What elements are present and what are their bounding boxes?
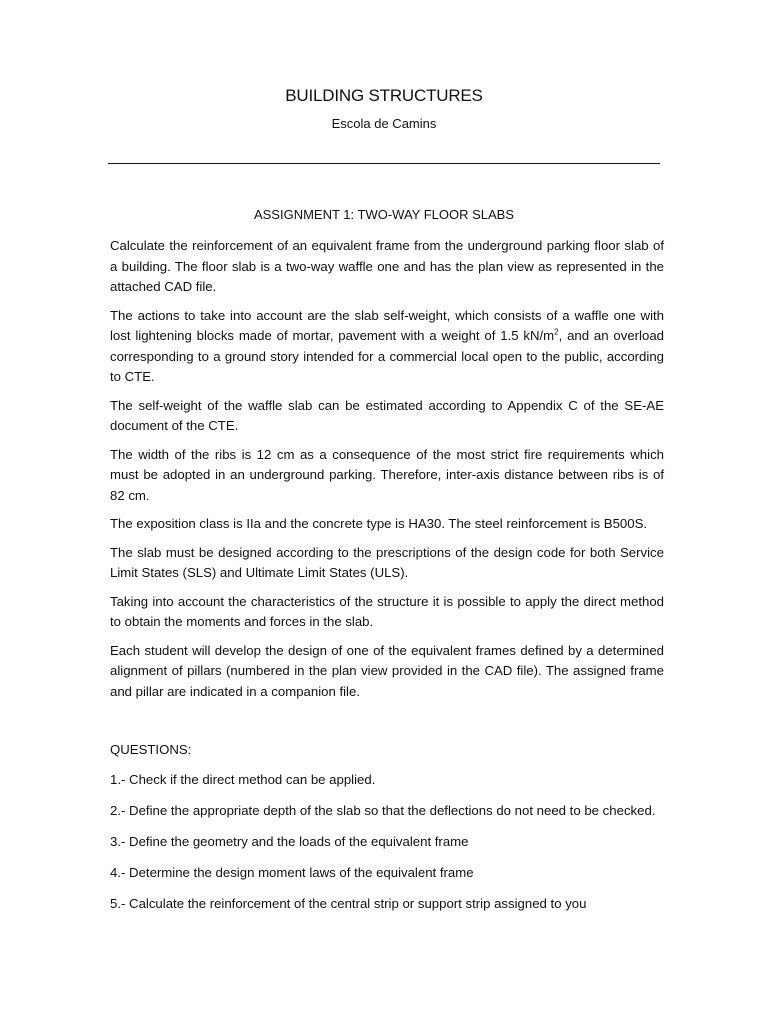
document-subtitle: Escola de Camins bbox=[331, 116, 437, 131]
paragraph-ribs: The width of the ribs is 12 cm as a consequence of the most strict fire requirements which must be adopted in an underground parking. Therefore, inter-axis distance between ribs is of 82 cm. bbox=[110, 446, 664, 503]
paragraph-actions-text: The actions to take into account are the slab self-weight, which consists of a waffle one with lost lightening blocks made of mortar, pavement with a weight of 1.5 kN/m bbox=[110, 307, 664, 343]
questions-section bbox=[110, 740, 670, 925]
paragraph-direct-method: Taking into account the characteristics of the structure it is possible to apply the direct method to obtain the moments and forces in the slab. bbox=[110, 593, 664, 629]
question-item: 4.- Determine the design moment laws of the equivalent frame bbox=[110, 865, 474, 880]
paragraph-exposition: The exposition class is IIa and the concrete type is HA30. The steel reinforcement is B500S. bbox=[110, 516, 648, 531]
paragraph-actions-tail: , and an overload corresponding to a ground story intended for a commercial local open to the public, according to CTE. bbox=[110, 328, 664, 384]
question-item: 1.- Check if the direct method can be applied. bbox=[110, 772, 376, 787]
assignment-heading: ASSIGNMENT 1: TWO-WAY FLOOR SLABS bbox=[253, 207, 515, 222]
paragraph-actions-superscript: 2 bbox=[554, 327, 559, 337]
questions-heading: QUESTIONS: bbox=[110, 742, 192, 757]
paragraph-self-weight: The self-weight of the waffle slab can be estimated according to Appendix C of the SE-AE document of the CTE. bbox=[110, 397, 664, 433]
question-item: 5.- Calculate the reinforcement of the central strip or support strip assigned to you bbox=[110, 896, 587, 911]
paragraph-intro: Calculate the reinforcement of an equivalent frame from the underground parking floor slab of a building. The floor slab is a two-way waffle one and has the plan view as represented in the attached CAD file. bbox=[110, 238, 664, 294]
title-divider bbox=[108, 163, 660, 164]
question-item: 3.- Define the geometry and the loads of the equivalent frame bbox=[110, 834, 469, 849]
paragraph-equivalent-frames: Each student will develop the design of one of the equivalent frames defined by a determined alignment of pillars (numbered in the plan view provided in the CAD file). The assigned frame and pillar are indicated in a companion file. bbox=[110, 642, 664, 699]
question-item: 2.- Define the appropriate depth of the slab so that the deflections do not need to be checked. bbox=[110, 803, 656, 818]
assignment-body bbox=[110, 236, 664, 710]
document-title: BUILDING STRUCTURES bbox=[285, 86, 483, 105]
paragraph-actions bbox=[110, 306, 664, 388]
paragraph-design-code: The slab must be designed according to the prescriptions of the design code for both Service Limit States (SLS) and Ultimate Limit States (ULS). bbox=[110, 544, 664, 580]
